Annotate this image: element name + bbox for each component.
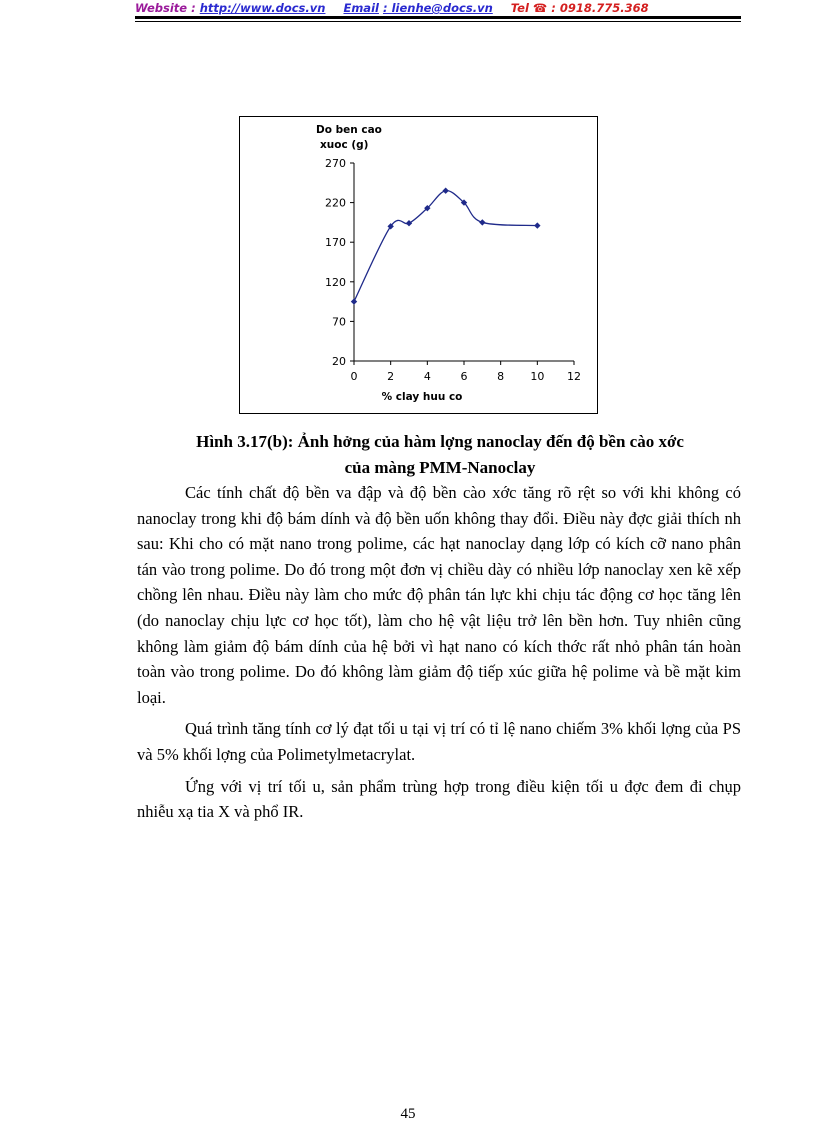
y-tick-label: 70 bbox=[332, 315, 346, 329]
data-point bbox=[351, 298, 357, 304]
data-point bbox=[442, 188, 448, 194]
paragraph-2: Quá trình tăng tính cơ lý đạt tối u tại vị trí có tỉ lệ nano chiếm 3% khối lợng của PS và 5% khối lợng của Polimetylmetacrylat. bbox=[137, 719, 741, 764]
y-tick-label: 120 bbox=[325, 275, 346, 289]
data-point bbox=[479, 219, 485, 225]
y-tick-label: 270 bbox=[325, 157, 346, 170]
x-tick-label: 10 bbox=[530, 370, 545, 383]
website-label: Website : bbox=[135, 1, 196, 15]
scratch-resistance-chart bbox=[239, 116, 598, 414]
paragraph-3: Ứng với vị trí tối u, sản phẩm trùng hợp trong điều kiện tối u đợc đem đi chụp nhiễu xạ tia X và phổ IR. bbox=[137, 776, 741, 822]
chart-canvas bbox=[240, 117, 599, 415]
phone-label: Tel ☎ : 0918.775.368 bbox=[510, 1, 649, 15]
page-number: 45 bbox=[400, 1106, 416, 1122]
figure-caption bbox=[130, 429, 750, 481]
email-link[interactable]: : lienhe@docs.vn bbox=[382, 1, 493, 15]
header-rule-thick bbox=[135, 16, 741, 19]
data-point bbox=[534, 222, 540, 228]
y-tick-label: 170 bbox=[325, 236, 346, 250]
x-tick-label: 0 bbox=[350, 370, 358, 383]
x-tick-label: 2 bbox=[387, 370, 395, 383]
caption-line-1: Hình 3.17(b): Ảnh hởng của hàm lợng nanoclay đến độ bền cào xớc bbox=[196, 432, 684, 451]
chart-title-line2: xuoc (g) bbox=[320, 139, 369, 151]
data-point bbox=[406, 220, 412, 226]
caption-line-2: của màng PMM-Nanoclay bbox=[344, 458, 536, 477]
y-tick-label: 20 bbox=[332, 355, 346, 368]
chart-title-line1: Do ben cao bbox=[316, 124, 382, 136]
x-tick-label: 8 bbox=[497, 370, 505, 383]
chart-x-axis-label: % clay huu co bbox=[381, 391, 463, 403]
y-tick-label: 220 bbox=[325, 196, 346, 210]
x-tick-label: 6 bbox=[460, 370, 468, 383]
series-line bbox=[354, 191, 537, 302]
page-header bbox=[135, 1, 741, 23]
paragraph-1: Các tính chất độ bền va đập và độ bền cào xớc tăng rõ rệt so với khi không có nanoclay trong khi độ bám dính và độ bền uốn không thay đổi. Điều này đợc giải thích nh sau: Khi cho có mặt nano trong polime, các hạt nanoclay dạng lớp có kích cỡ nano phân tán vào trong polime. Do đó trong một đơn vị chiều dày có nhiều lớp nanoclay xen kẽ xếp chồng lên nhau. Điều này làm cho mức độ phân tán lực khi chịu tác động cơ học tăng lên (do nanoclay chịu lực cơ học tốt), làm cho hệ vật liệu trở lên bền hơn. Tuy nhiên cũng không làm giảm độ bám dính của hệ bởi vì hạt nano có kích thớc rất nhỏ phân tán hoàn toàn vào trong polime. Do đó không làm giảm độ tiếp xúc giữa hệ polime và bề mặt kim loại. bbox=[137, 483, 741, 707]
body-text bbox=[137, 480, 741, 825]
x-tick-label: 4 bbox=[423, 370, 431, 383]
header-rule-thin bbox=[135, 21, 741, 22]
website-link[interactable]: http://www.docs.vn bbox=[199, 1, 326, 15]
email-label[interactable]: Email bbox=[343, 1, 379, 15]
x-tick-label: 12 bbox=[567, 370, 581, 383]
